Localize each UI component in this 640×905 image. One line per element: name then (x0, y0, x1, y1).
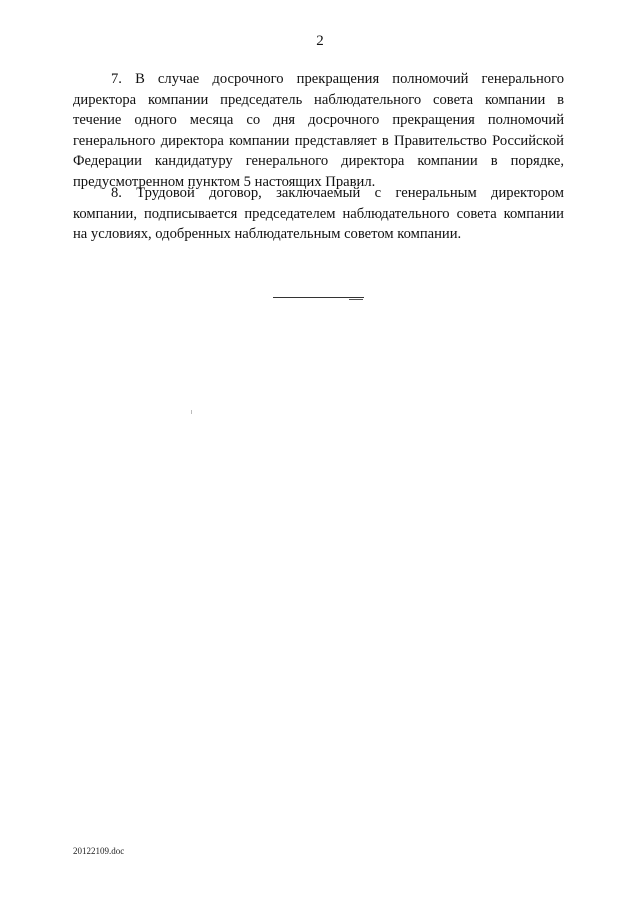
footer-filename: 20122109.doc (73, 846, 125, 856)
paragraph-8: 8. Трудовой договор, заключаемый с генеральным директором компании, подписывается председателем наблюдательного совета компании на условиях, одобренных наблюдательным советом компании. (73, 185, 564, 242)
scan-speck (191, 410, 192, 414)
paragraph-7: 7. В случае досрочного прекращения полномочий генерального директора компании председатель наблюдательного совета компании в течение одного месяца со дня досрочного прекращения полномочий генерального директора компании представляет в Правительство Российской Федерации кандидатуру генерального директора компании в порядке, предусмотренном пунктом 5 настоящих Правил. (73, 71, 564, 190)
end-separator-line-tail (349, 299, 363, 300)
page-number: 2 (316, 33, 324, 49)
end-separator-line (273, 297, 364, 298)
